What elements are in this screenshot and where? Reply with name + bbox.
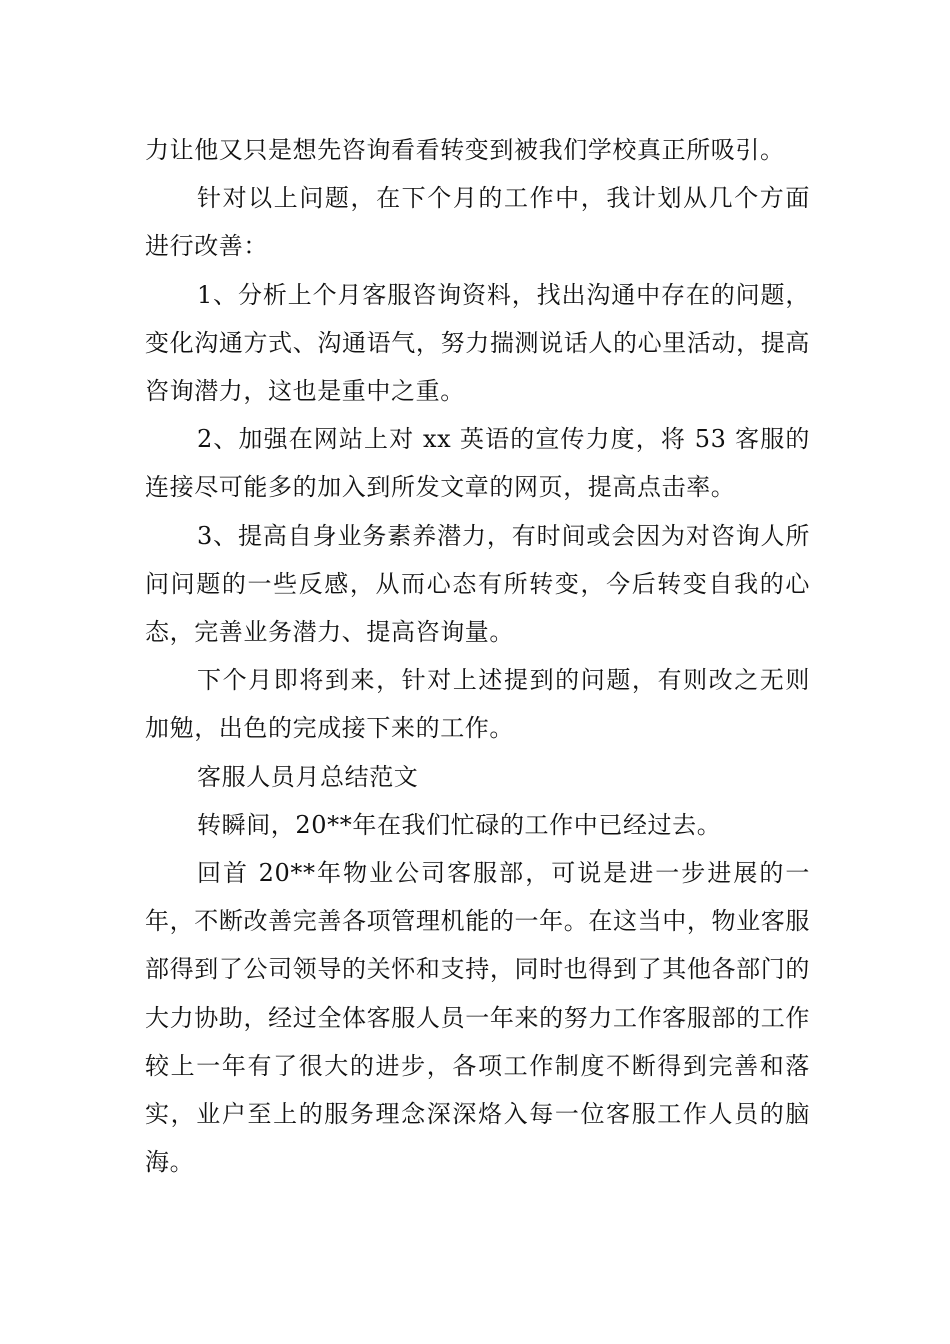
section-heading: 客服人员月总结范文 [197, 762, 419, 791]
paragraph-plan-intro: 针对以上问题，在下个月的工作中，我计划从几个方面进行改善： [145, 184, 810, 261]
paragraph-opening: 转瞬间，20**年在我们忙碌的工作中已经过去。 [197, 810, 722, 839]
paragraph-item-3: 3、提高自身业务素养潜力，有时间或会因为对咨询人所问问题的一些反感，从而心态有所转变，今后转变自我的心态，完善业务潜力、提高咨询量。 [145, 521, 810, 647]
paragraph-conclusion: 下个月即将到来，针对上述提到的问题，有则改之无则加勉，出色的完成接下来的工作。 [145, 666, 810, 743]
paragraph-continuation: 力让他又只是想先咨询看看转变到被我们学校真正所吸引。 [145, 136, 785, 164]
paragraph-review: 回首 20**年物业公司客服部，可说是进一步进展的一年，不断改善完善各项管理机能的一年。在这当中，物业客服部得到了公司领导的关怀和支持，同时也得到了其他各部门的大力协助，经过全体客服人员一年来的努力工作客服部的工作较上一年有了很大的进步，各项工作制度不断得到完善和落实，业户至上的服务理念深深烙入每一位客服工作人员的脑海。 [145, 859, 810, 1177]
document-body [145, 126, 810, 1186]
paragraph-item-1: 1、分析上个月客服咨询资料，找出沟通中存在的问题，变化沟通方式、沟通语气，努力揣测说话人的心里活动，提高咨询潜力，这也是重中之重。 [145, 280, 810, 406]
paragraph-item-2: 2、加强在网站上对 xx 英语的宣传力度，将 53 客服的连接尽可能多的加入到所发文章的网页，提高点击率。 [145, 425, 810, 502]
